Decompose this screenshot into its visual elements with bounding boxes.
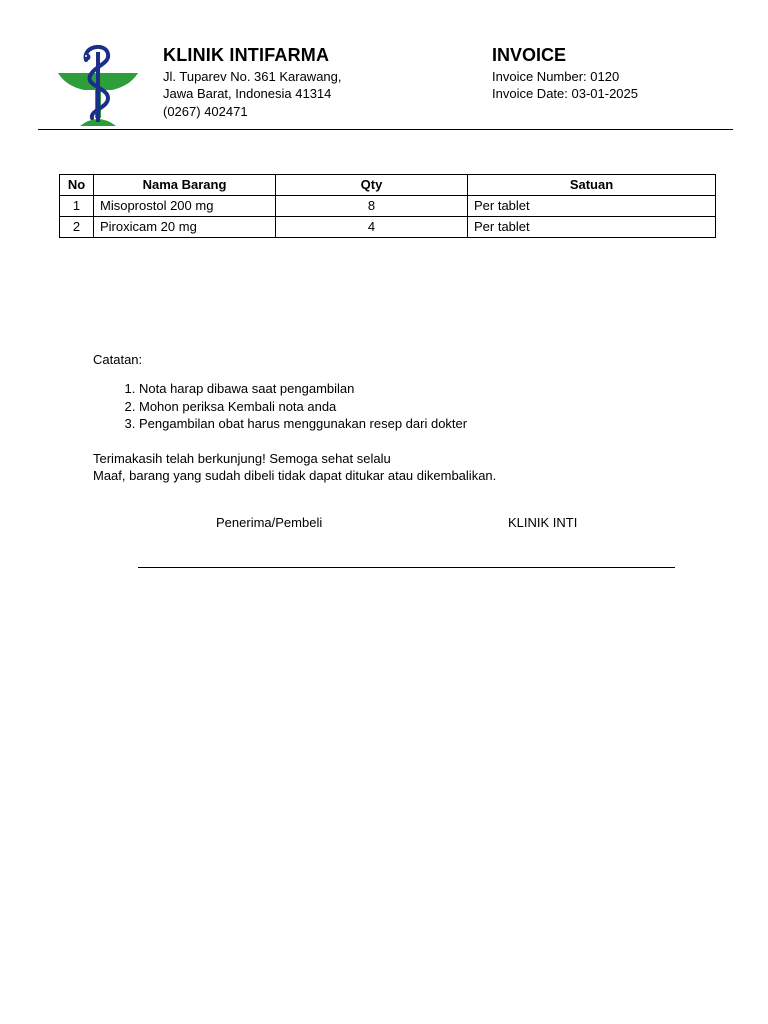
thank-you-message: Terimakasih telah berkunjung! Semoga sehat selalu xyxy=(93,451,391,466)
signature-label-buyer: Penerima/Pembeli xyxy=(216,515,323,530)
table-header-row xyxy=(60,175,716,196)
cell-satuan: Per tablet xyxy=(468,196,716,217)
cell-no: 1 xyxy=(60,196,94,217)
column-header-satuan: Satuan xyxy=(468,175,716,196)
signature-line xyxy=(138,567,675,568)
column-header-qty: Qty xyxy=(276,175,468,196)
cell-nama-barang: Piroxicam 20 mg xyxy=(94,217,276,238)
table-row xyxy=(60,196,716,217)
cell-qty: 8 xyxy=(276,196,468,217)
table-row xyxy=(60,217,716,238)
notes-list xyxy=(93,380,467,433)
rod-of-asclepius-icon xyxy=(56,40,140,128)
invoice-date: Invoice Date: 03-01-2025 xyxy=(492,86,638,101)
invoice-number: Invoice Number: 0120 xyxy=(492,69,620,84)
cell-qty: 4 xyxy=(276,217,468,238)
clinic-name: KLINIK INTIFARMA xyxy=(163,45,330,65)
cell-nama-barang: Misoprostol 200 mg xyxy=(94,196,276,217)
cell-satuan: Per tablet xyxy=(468,217,716,238)
phone-number: (0267) 402471 xyxy=(163,104,248,119)
list-item: 1. Nota harap dibawa saat pengambilan xyxy=(139,380,467,398)
header-divider xyxy=(38,129,733,130)
list-item: 2. Mohon periksa Kembali nota anda xyxy=(139,398,467,416)
address-line-1: Jl. Tuparev No. 361 Karawang, xyxy=(163,69,342,84)
items-table xyxy=(59,174,716,238)
notes-label: Catatan: xyxy=(93,352,143,367)
invoice-title: INVOICE xyxy=(492,45,567,65)
signature-label-clinic: KLINIK INTI xyxy=(508,515,578,530)
list-item: 3. Pengambilan obat harus menggunakan resep dari dokter xyxy=(139,415,467,433)
address-line-2: Jawa Barat, Indonesia 41314 xyxy=(163,86,332,101)
column-header-no: No xyxy=(60,175,94,196)
return-policy-message: Maaf, barang yang sudah dibeli tidak dapat ditukar atau dikembalikan. xyxy=(93,468,497,483)
cell-no: 2 xyxy=(60,217,94,238)
column-header-nama-barang: Nama Barang xyxy=(94,175,276,196)
